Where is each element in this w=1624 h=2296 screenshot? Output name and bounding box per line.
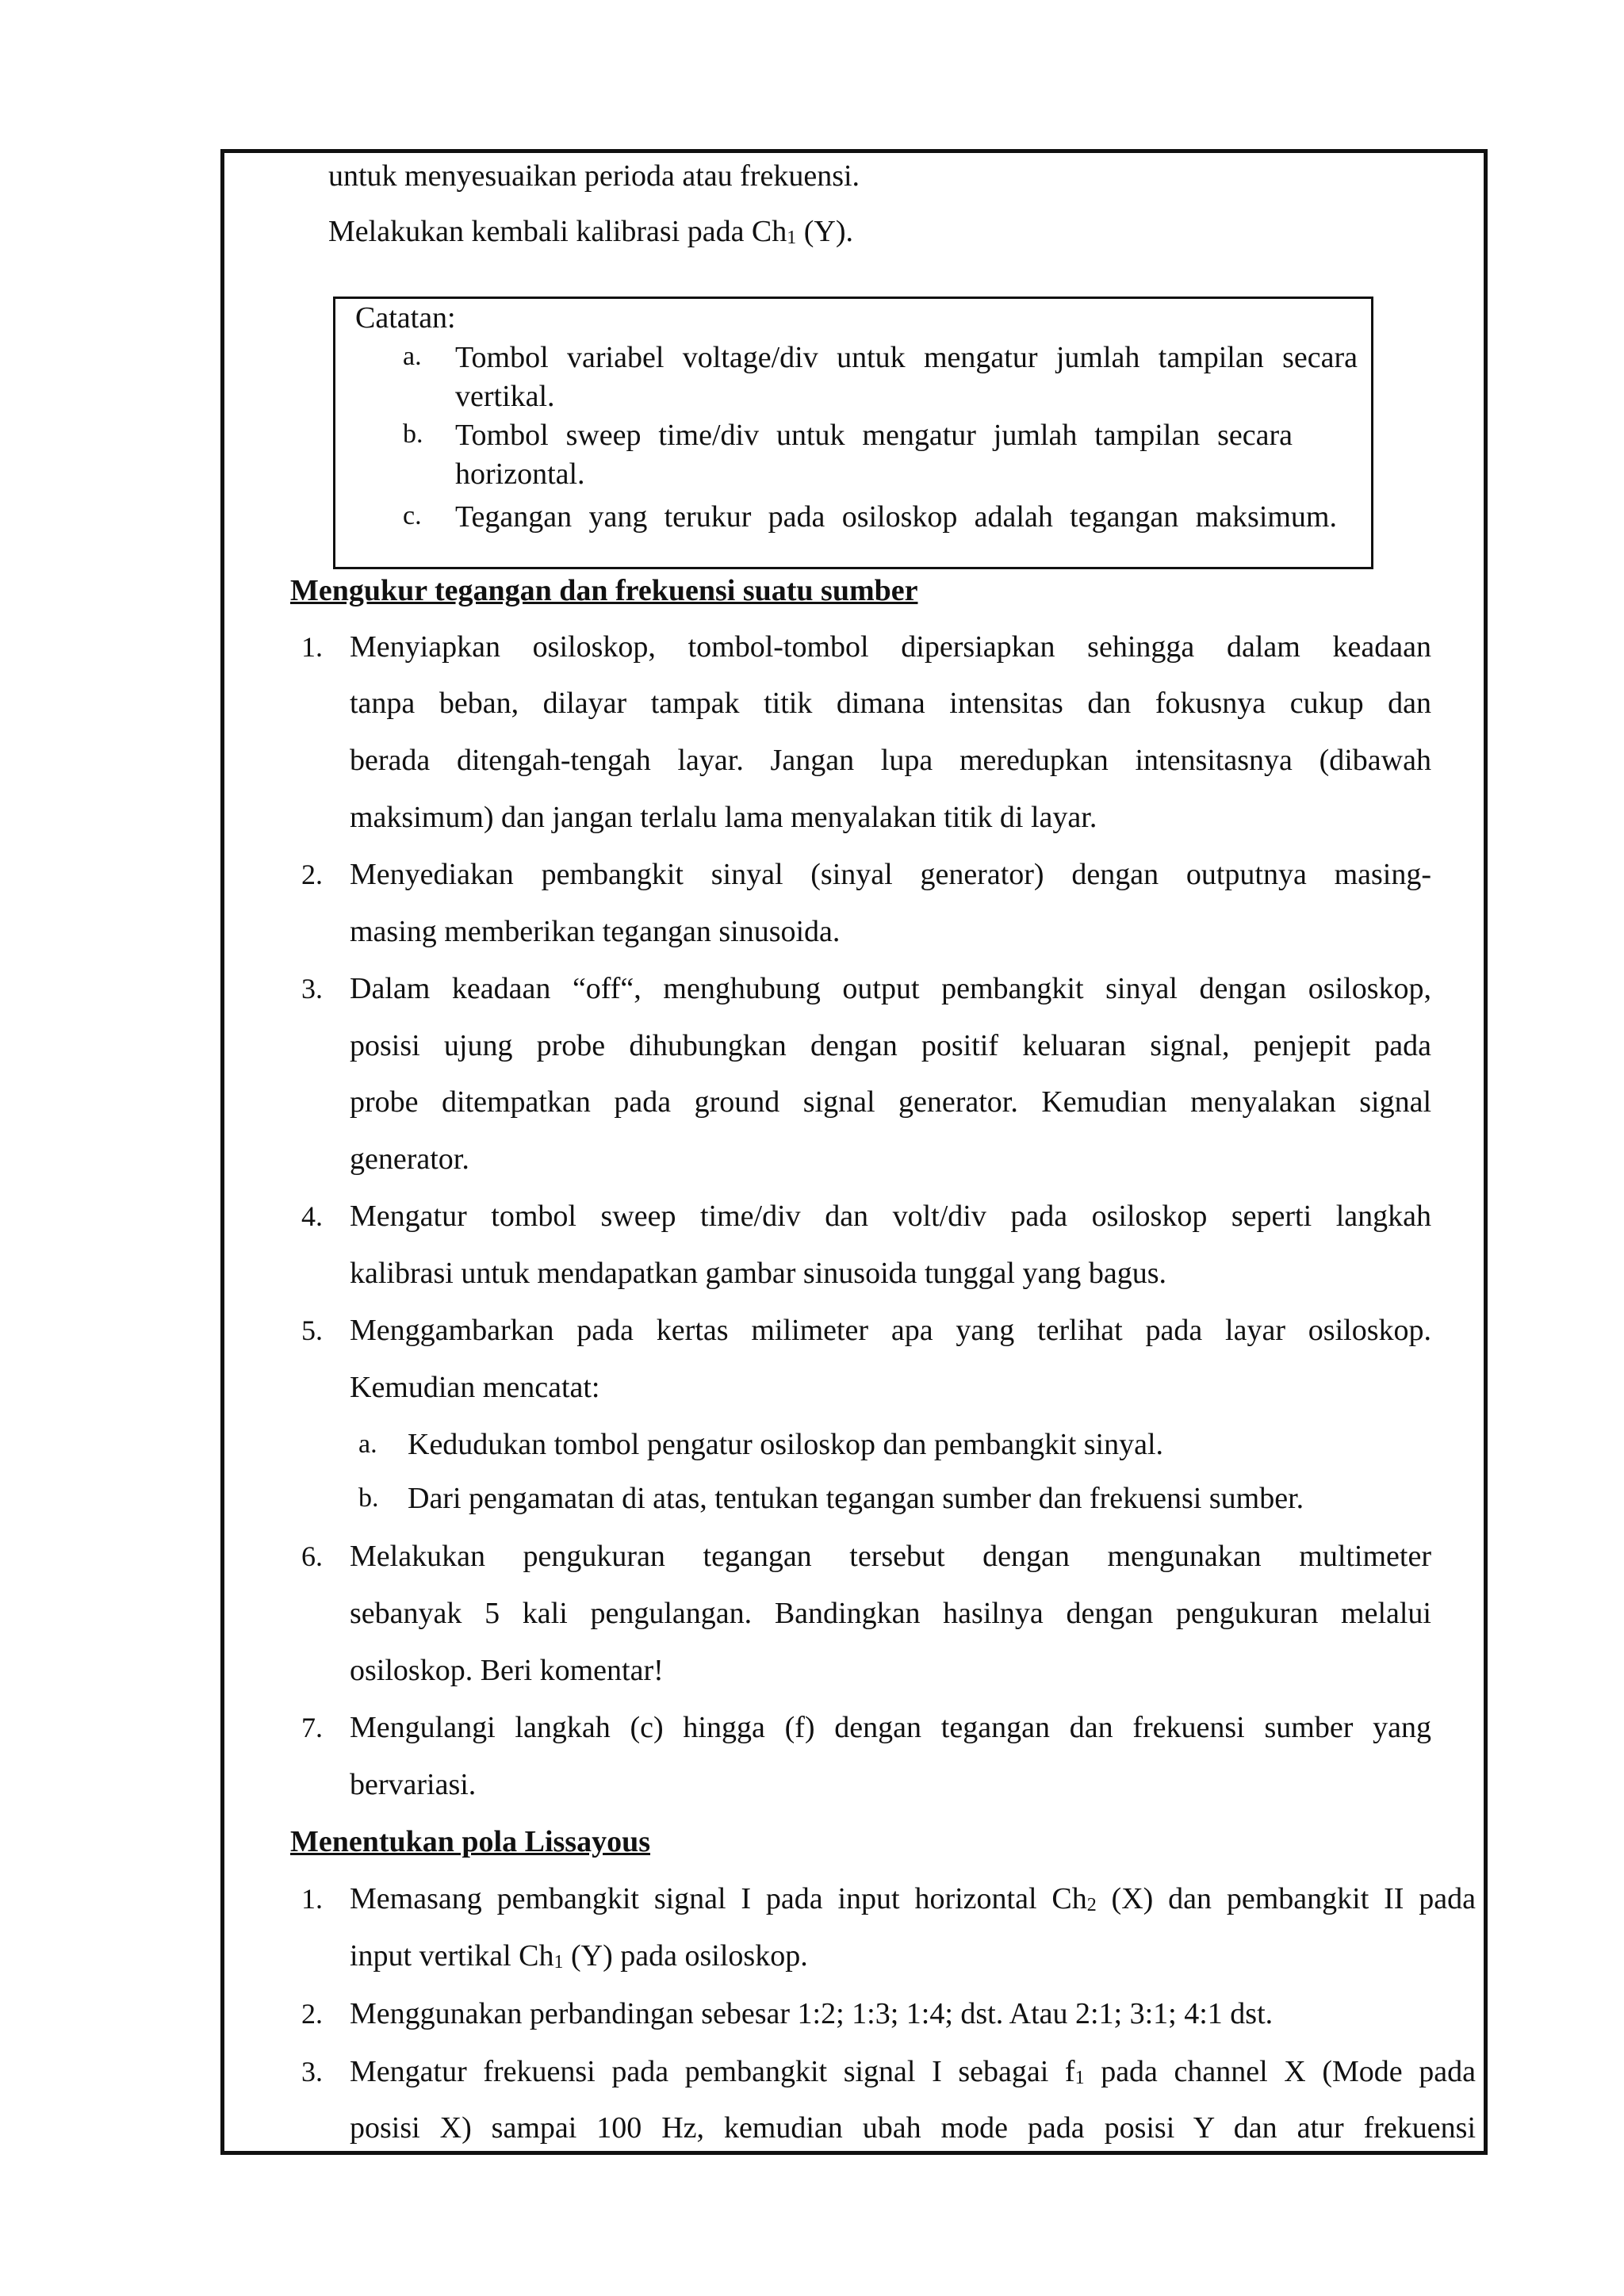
section-heading-lissajous: Menentukan pola Lissayous (290, 1825, 651, 1858)
list-number: 2. (301, 1998, 323, 2030)
section-heading-measure: Mengukur tegangan dan frekuensi suatu sumber (290, 574, 918, 607)
list-item-line: bervariasi. (350, 1768, 477, 1801)
list-item-line: Menggambarkan pada kertas milimeter apa yang terlihat pada layar osiloskop. (350, 1314, 1431, 1347)
list-number: 4. (301, 1200, 323, 1232)
list-item-line: kalibrasi untuk mendapatkan gambar sinusoida tunggal yang bagus. (350, 1257, 1166, 1290)
list-number: 3. (301, 2056, 323, 2087)
list-number: 1. (301, 631, 323, 663)
list-item-line: Kemudian mencatat: (350, 1371, 600, 1404)
note-marker-c: c. (403, 501, 422, 530)
list-item-line: Dalam keadaan “off“, menghubung output pembangkit sinyal dengan osiloskop, (350, 972, 1431, 1005)
note-item-b-line-2: horizontal. (455, 457, 585, 491)
list-item-line: osiloskop. Beri komentar! (350, 1654, 664, 1687)
list-number: 7. (301, 1712, 323, 1743)
note-marker-b: b. (403, 419, 423, 449)
sub-list-marker: b. (358, 1483, 379, 1513)
list-item-line: probe ditempatkan pada ground signal generator. Kemudian menyalakan signal (350, 1085, 1431, 1119)
list-number: 6. (301, 1540, 323, 1572)
note-item-b-line-1: Tombol sweep time/div untuk mengatur jumlah tampilan secara (455, 419, 1293, 452)
note-item-a-line-2: vertikal. (455, 380, 555, 413)
list-item-line: Mengatur frekuensi pada pembangkit signal I sebagai $f_1$ pada channel X (Mode pada (350, 2055, 1477, 2088)
list-item-line: posisi X) sampai 100 Hz, kemudian ubah mode pada posisi Y dan atur frekuensi (350, 2111, 1476, 2145)
note-title: Catatan: (355, 301, 456, 335)
list-item-line: posisi ujung probe dihubungkan dengan positif keluaran signal, penjepit pada (350, 1029, 1431, 1062)
list-number: 1. (301, 1883, 323, 1915)
sub-list-item: Dari pengamatan di atas, tentukan tegangan sumber dan frekuensi sumber. (408, 1482, 1304, 1515)
list-item-line: Melakukan pengukuran tegangan tersebut dengan mengunakan multimeter (350, 1540, 1431, 1573)
sub-list-item: Kedudukan tombol pengatur osiloskop dan pembangkit sinyal. (408, 1428, 1164, 1461)
list-item-line: Menyediakan pembangkit sinyal (sinyal generator) dengan outputnya masing- (350, 858, 1431, 891)
note-marker-a: a. (403, 342, 422, 371)
list-item-line: Menyiapkan osiloskop, tombol-tombol dipersiapkan sehingga dalam keadaan (350, 630, 1431, 664)
list-item-line: Mengatur tombol sweep time/div dan volt/div pada osiloskop seperti langkah (350, 1200, 1431, 1233)
list-item-line: Memasang pembangkit signal I pada input horizontal $Ch_2$ (X) dan pembangkit II pada (350, 1882, 1476, 1915)
list-number: 5. (301, 1314, 323, 1346)
sub-list-marker: a. (358, 1429, 377, 1459)
list-item-line: sebanyak 5 kali pengulangan. Bandingkan hasilnya dengan pengukuran melalui (350, 1597, 1431, 1630)
list-item-line: generator. (350, 1142, 469, 1176)
note-item-c-line-1: Tegangan yang terukur pada osiloskop adalah tegangan maksimum. (455, 500, 1337, 534)
list-item-line: Mengulangi langkah (c) hingga (f) dengan tegangan dan frekuensi sumber yang (350, 1711, 1431, 1744)
list-item-line: Menggunakan perbandingan sebesar 1:2; 1:3; 1:4; dst. Atau 2:1; 3:1; 4:1 dst. (350, 1997, 1274, 2030)
list-item-line: tanpa beban, dilayar tampak titik dimana intensitas dan fokusnya cukup dan (350, 687, 1431, 720)
list-item-line: masing memberikan tegangan sinusoida. (350, 915, 841, 948)
list-number: 3. (301, 973, 323, 1004)
note-item-a-line-1: Tombol variabel voltage/div untuk mengatur jumlah tampilan secara (455, 341, 1358, 374)
list-item-line: maksimum) dan jangan terlalu lama menyalakan titik di layar. (350, 801, 1097, 834)
intro-line-1: untuk menyesuaikan perioda atau frekuensi. (328, 159, 860, 193)
intro-line-2: Melakukan kembali kalibrasi pada $Ch_1$ (Y). (328, 215, 854, 248)
list-item-line: berada ditengah-tengah layar. Jangan lupa meredupkan intensitasnya (dibawah (350, 744, 1431, 777)
list-item-line: input vertikal $Ch_1$ (Y) pada osiloskop. (350, 1939, 808, 1973)
list-number: 2. (301, 859, 323, 890)
